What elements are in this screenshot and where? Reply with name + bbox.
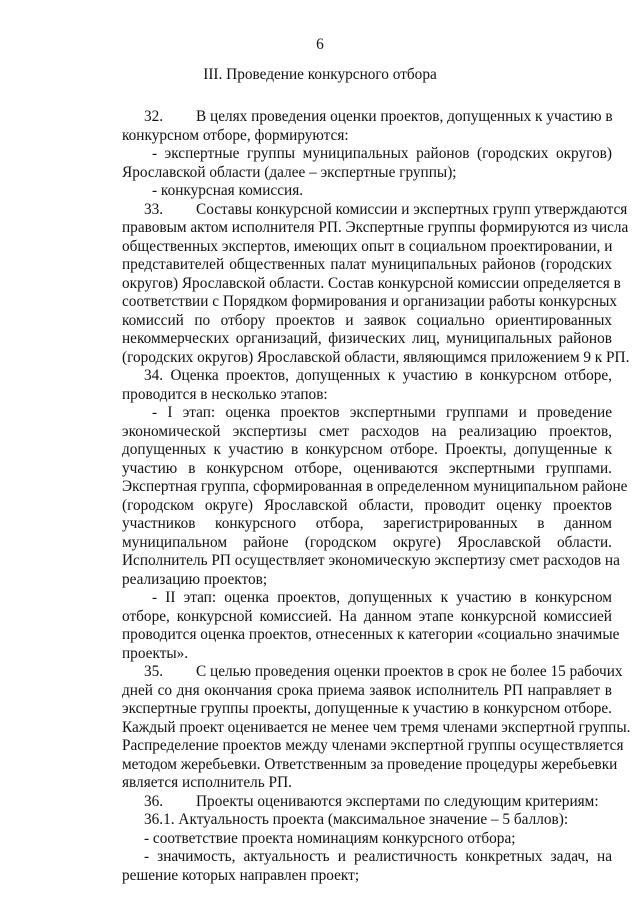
text-line: общественных экспертов, имеющих опыт в социальном проектировании, и bbox=[122, 237, 613, 255]
line-text: Проекты оцениваются экспертами по следующим критериям: bbox=[196, 792, 599, 810]
text-line: муниципальном районе (городском округе) Ярославской области. bbox=[122, 533, 612, 551]
text-line: - значимость, актуальность и реалистичность конкретных задач, на bbox=[144, 848, 612, 865]
text-line bbox=[122, 200, 628, 220]
page-number: 6 bbox=[316, 36, 324, 53]
text-line: правовым актом исполнителя РП. Экспертные группы формируются из числа bbox=[122, 219, 629, 236]
text-line: представителей общественных палат муниципальных районов (городских bbox=[122, 256, 612, 273]
text-line: Каждый проект оценивается не менее чем тремя членами экспертной группы. bbox=[122, 718, 631, 736]
text-line bbox=[122, 108, 612, 127]
text-line: является исполнитель РП. bbox=[122, 774, 292, 791]
text-line: конкурсном отборе, формируются: bbox=[122, 126, 349, 144]
text-line: участию в конкурсном отборе, оцениваются экспертными группами. bbox=[122, 459, 612, 477]
text-line: экспертные группы проекты, допущенные к участию в конкурсном отборе. bbox=[122, 700, 612, 717]
line-text: С целью проведения оценки проектов в срок не более 15 рабочих bbox=[196, 663, 623, 680]
clause-number: 32. bbox=[144, 108, 164, 125]
body-text bbox=[122, 108, 631, 885]
section-title: III. Проведение конкурсного отбора bbox=[203, 66, 437, 83]
clause-number: 36. bbox=[144, 792, 164, 810]
text-line: 36.1. Актуальность проекта (максимальное значение – 5 баллов): bbox=[144, 811, 569, 828]
text-line: отборе, конкурсной комиссией. На данном этапе конкурсной комиссией bbox=[122, 607, 612, 625]
text-line: допущенных к участию в конкурсном отборе. Проекты, допущенные к bbox=[122, 441, 612, 458]
text-line: (городском округе) Ярославской области, проводит оценку проектов bbox=[122, 496, 612, 514]
text-line bbox=[122, 793, 612, 812]
text-line: решение которых направлен проект; bbox=[122, 866, 360, 884]
text-line: - II этап: оценка проектов, допущенных к участию в конкурсном bbox=[152, 589, 612, 606]
text-line: 34. Оценка проектов, допущенных к участию в конкурсном отборе, bbox=[144, 367, 612, 384]
text-line: соответствии с Порядком формирования и организации работы конкурсных bbox=[122, 293, 618, 310]
line-text: В целях проведения оценки проектов, допущенных к участию в bbox=[196, 108, 613, 125]
text-line: - экспертные группы муниципальных районов (городских округов) bbox=[152, 145, 612, 162]
text-line bbox=[122, 663, 623, 682]
text-line: дней со дня окончания срока приема заявок исполнитель РП направляет в bbox=[122, 681, 612, 699]
text-line: участников конкурсного отбора, зарегистрированных в данном bbox=[122, 515, 612, 532]
text-line: экономической экспертизы смет расходов на реализацию проектов, bbox=[122, 422, 612, 440]
text-line: некоммерческих организаций, физических лиц, муниципальных районов bbox=[122, 330, 612, 347]
clause-number: 33. bbox=[144, 200, 164, 218]
text-line: Распределение проектов между членами экспертной группы осуществляется bbox=[122, 737, 624, 754]
text-line: округов) Ярославской области. Состав конкурсной комиссии определяется в bbox=[122, 274, 621, 292]
text-line: проекты». bbox=[122, 644, 189, 662]
text-line: - конкурсная комиссия. bbox=[152, 182, 304, 199]
text-line: проводится оценка проектов, отнесенных к категории «социально значимые bbox=[122, 626, 620, 643]
text-line: проводится в несколько этапов: bbox=[122, 385, 328, 403]
text-line: комиссий по отбору проектов и заявок социально ориентированных bbox=[122, 311, 612, 329]
text-line: - I этап: оценка проектов экспертными группами и проведение bbox=[152, 404, 612, 421]
text-line: Исполнитель РП осуществляет экономическую экспертизу смет расходов на bbox=[122, 552, 620, 569]
text-line: - соответствие проекта номинациям конкурсного отбора; bbox=[144, 829, 516, 847]
text-line: (городских округов) Ярославской области, являющимся приложением 9 к РП. bbox=[122, 348, 630, 366]
text-line: реализацию проектов; bbox=[122, 570, 268, 588]
text-line: Экспертная группа, сформированная в определенном муниципальном районе bbox=[122, 478, 628, 495]
clause-number: 35. bbox=[144, 663, 164, 680]
text-line: Ярославской области (далее – экспертные группы); bbox=[122, 163, 457, 181]
text-line: методом жеребьевки. Ответственным за проведение процедуры жеребьевки bbox=[122, 755, 618, 773]
line-text: Составы конкурсной комиссии и экспертных групп утверждаются bbox=[196, 200, 628, 218]
